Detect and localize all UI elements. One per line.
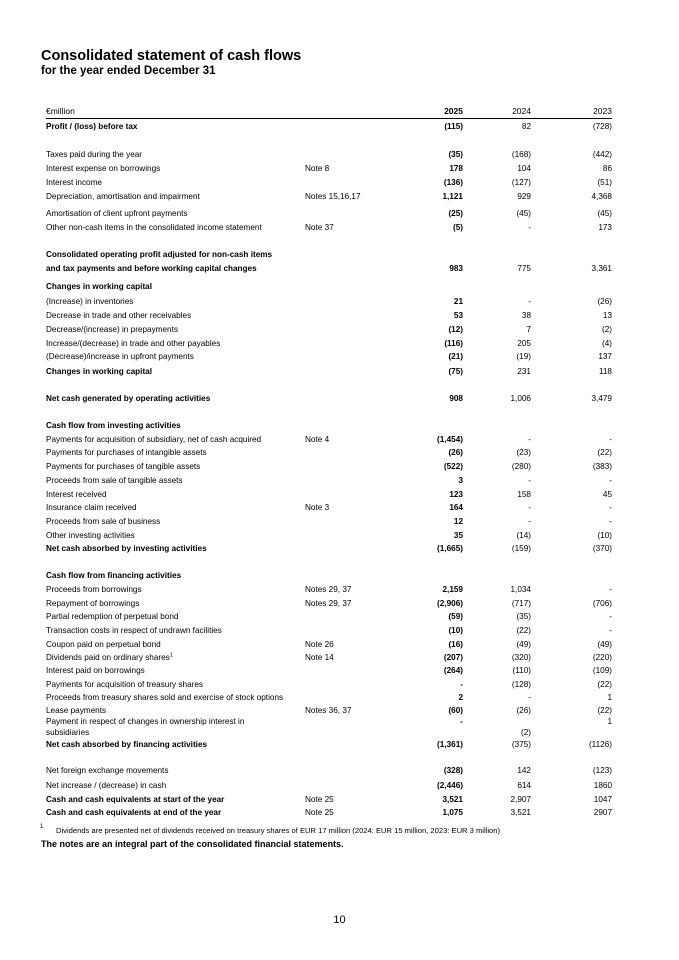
- value-2025: 35: [453, 531, 463, 540]
- value-2025: 123: [449, 490, 463, 499]
- table-row: [46, 794, 612, 806]
- value-2025: 3,521: [442, 795, 463, 804]
- value-2025: (35): [448, 150, 463, 159]
- value-2023: (2): [601, 325, 612, 334]
- table-row: [46, 502, 612, 514]
- table-row: [46, 765, 612, 777]
- value-2024: (717): [511, 599, 531, 608]
- row-label: Other investing activities: [46, 531, 135, 540]
- row-label: Cash and cash equivalents at end of the year: [46, 808, 222, 817]
- table-row: [46, 208, 612, 220]
- table-row: [46, 543, 612, 555]
- row-label: Decrease in trade and other receivables: [46, 311, 192, 320]
- table-row: [46, 516, 612, 528]
- row-label: Depreciation, amortisation and impairment: [46, 192, 200, 201]
- row-label: Proceeds from borrowings: [46, 585, 142, 594]
- value-2023: 86: [602, 164, 612, 173]
- table-row: [46, 461, 612, 473]
- value-2025: (264): [443, 666, 463, 675]
- value-2025: 21: [453, 297, 463, 306]
- value-2023: (22): [597, 706, 612, 715]
- value-2024: (128): [511, 680, 531, 689]
- value-2023: (51): [597, 178, 612, 187]
- value-2025: (522): [443, 462, 463, 471]
- value-2025: (136): [443, 178, 463, 187]
- row-label: Payment in respect of changes in ownership interest in: [46, 717, 245, 726]
- value-2023: (383): [592, 462, 612, 471]
- value-2024: 7: [526, 325, 531, 334]
- table-header: [46, 104, 612, 119]
- value-2023: (26): [597, 297, 612, 306]
- value-2024: (2): [520, 728, 531, 737]
- row-label: Insurance claim received: [46, 503, 137, 512]
- row-note: Note 3: [305, 503, 330, 512]
- row-label: Dividends paid on ordinary shares$^1$: [46, 652, 173, 662]
- row-label: Net cash generated by operating activities: [46, 394, 211, 403]
- value-2023: (45): [597, 209, 612, 218]
- value-2024: 2,907: [510, 795, 531, 804]
- row-label: Repayment of borrowings: [46, 599, 140, 608]
- value-2024: (14): [516, 531, 531, 540]
- value-2025: (1,454): [437, 435, 463, 444]
- value-2025: 1,121: [442, 192, 463, 201]
- page-title: Consolidated statement of cash flows: [41, 48, 302, 64]
- row-label: Payments for purchases of intangible assets: [46, 448, 207, 457]
- value-2024: (159): [511, 544, 531, 553]
- value-2025: 908: [449, 394, 463, 403]
- row-label: Interest paid on borrowings: [46, 666, 145, 675]
- value-2024: (45): [516, 209, 531, 218]
- row-label: Interest income: [46, 178, 102, 187]
- table-row: [46, 324, 612, 336]
- value-2024: -: [528, 693, 531, 702]
- footnote-marker: 1: [40, 824, 44, 830]
- value-2025: 1,075: [442, 808, 463, 817]
- value-2025: -: [460, 717, 463, 726]
- value-2025: 2,159: [442, 585, 463, 594]
- value-2025: (16): [448, 640, 463, 649]
- table-row: [46, 177, 612, 189]
- table-row: [46, 420, 612, 432]
- value-2025: 2: [458, 693, 463, 702]
- table-row: [46, 296, 612, 308]
- value-2023: 1: [607, 717, 612, 726]
- row-note: Note 25: [305, 795, 334, 804]
- row-label: Changes in working capital: [46, 282, 153, 291]
- value-2024: -: [528, 503, 531, 512]
- row-label: Lease payments: [46, 706, 107, 715]
- value-2023: 137: [598, 352, 612, 361]
- value-2023: (123): [592, 766, 612, 775]
- value-2023: 2907: [593, 808, 612, 817]
- table-row: [46, 739, 612, 751]
- value-2024: -: [528, 297, 531, 306]
- value-2025: 983: [449, 264, 463, 273]
- value-2025: (1,665): [437, 544, 463, 553]
- value-2025: (5): [452, 223, 463, 232]
- row-label: Partial redemption of perpetual bond: [46, 612, 179, 621]
- row-label: Net foreign exchange movements: [46, 766, 169, 775]
- row-label: Decrease/(increase) in prepayments: [46, 325, 178, 334]
- value-2024: (375): [511, 740, 531, 749]
- row-note: Note 25: [305, 808, 334, 817]
- footnote-reference: 1: [169, 652, 173, 659]
- value-2024: (19): [516, 352, 531, 361]
- table-row: [46, 222, 612, 234]
- value-2023: (728): [592, 122, 612, 131]
- row-label: subsidiaries: [46, 728, 90, 737]
- row-label: Proceeds from treasury shares sold and exercise of stock options: [46, 693, 284, 702]
- table-row: [46, 489, 612, 501]
- row-note: Notes 15,16,17: [305, 192, 361, 201]
- row-label: Payments for acquisition of subsidiary, net of cash acquired: [46, 435, 262, 444]
- row-label: Increase/(decrease) in trade and other payables: [46, 339, 221, 348]
- value-2023: 3,479: [591, 394, 612, 403]
- value-2025: (2,906): [437, 599, 463, 608]
- row-label: Net increase / (decrease) in cash: [46, 781, 167, 790]
- value-2025: (1,361): [437, 740, 463, 749]
- value-2024: (26): [516, 706, 531, 715]
- notes-statement: The notes are an integral part of the consolidated financial statements.: [41, 839, 344, 849]
- value-2024: 1,006: [510, 394, 531, 403]
- value-2025: (207): [443, 653, 463, 662]
- value-2024: 1,034: [510, 585, 531, 594]
- value-2025: (2,446): [437, 781, 463, 790]
- value-2024: -: [528, 435, 531, 444]
- value-2023: (22): [597, 680, 612, 689]
- year-header-2024: 2024: [512, 106, 531, 116]
- table-row: [46, 665, 612, 677]
- value-2024: (320): [511, 653, 531, 662]
- row-label: Consolidated operating profit adjusted for non-cash items: [46, 250, 273, 259]
- table-row: [46, 807, 612, 819]
- value-2023: 45: [602, 490, 612, 499]
- row-label: Other non-cash items in the consolidated income statement: [46, 223, 262, 232]
- value-2023: 1: [607, 693, 612, 702]
- value-2023: (22): [597, 448, 612, 457]
- value-2025: (116): [444, 339, 463, 348]
- table-row: [46, 625, 612, 637]
- value-2024: (110): [512, 666, 531, 675]
- row-label: Profit / (loss) before tax: [46, 122, 138, 131]
- value-2025: 178: [449, 164, 463, 173]
- row-label: Amortisation of client upfront payments: [46, 209, 188, 218]
- value-2024: (127): [511, 178, 531, 187]
- value-2024: 158: [517, 490, 531, 499]
- row-note: Note 26: [305, 640, 334, 649]
- value-2023: (10): [597, 531, 612, 540]
- unit-label: €million: [46, 106, 75, 116]
- value-2023: (706): [592, 599, 612, 608]
- value-2024: 38: [521, 311, 531, 320]
- row-label: Cash flow from financing activities: [46, 571, 182, 580]
- table-row: [46, 447, 612, 459]
- value-2024: 929: [517, 192, 531, 201]
- row-label: Payments for acquisition of treasury shares: [46, 680, 203, 689]
- row-note: Notes 36, 37: [305, 706, 352, 715]
- row-label: Taxes paid during the year: [46, 150, 143, 159]
- value-2024: -: [528, 517, 531, 526]
- row-label: Transaction costs in respect of undrawn facilities: [46, 626, 222, 635]
- row-label: (Decrease)/increase in upfront payments: [46, 352, 194, 361]
- value-2023: 3,361: [591, 264, 612, 273]
- value-2024: 3,521: [510, 808, 531, 817]
- value-2024: (49): [516, 640, 531, 649]
- value-2025: (60): [448, 706, 463, 715]
- value-2023: 1860: [593, 781, 612, 790]
- value-2024: 82: [521, 122, 531, 131]
- row-label: and tax payments and before working capital changes: [46, 264, 257, 273]
- value-2024: 775: [517, 264, 531, 273]
- table-row: [46, 191, 612, 203]
- value-2023: (4): [601, 339, 612, 348]
- footnote-text: Dividends are presented net of dividends received on treasury shares of EUR 17 million (2024: EUR 15 million, 2023: EUR 3 million): [56, 826, 501, 835]
- table-row: [46, 598, 612, 610]
- page-number: 10: [333, 914, 346, 926]
- value-2024: (35): [516, 612, 531, 621]
- table-row: [46, 780, 612, 792]
- value-2023: -: [609, 626, 612, 635]
- value-2024: (22): [516, 626, 531, 635]
- value-2023: 4,368: [591, 192, 612, 201]
- value-2024: (23): [516, 448, 531, 457]
- table-row: [46, 281, 612, 293]
- table-row: [46, 584, 612, 596]
- row-label: Proceeds from sale of tangible assets: [46, 476, 183, 485]
- value-2025: (10): [448, 626, 463, 635]
- value-2023: 1047: [593, 795, 612, 804]
- table-row: [46, 652, 612, 664]
- value-2024: (168): [511, 150, 531, 159]
- row-label: Payments for purchases of tangible assets: [46, 462, 201, 471]
- value-2025: 53: [453, 311, 463, 320]
- row-label: Net cash absorbed by financing activities: [46, 740, 208, 749]
- table-row: [46, 639, 612, 651]
- value-2025: (12): [448, 325, 463, 334]
- value-2025: 12: [453, 517, 463, 526]
- value-2023: (109): [592, 666, 612, 675]
- value-2024: 205: [517, 339, 531, 348]
- table-row: [46, 351, 612, 363]
- value-2023: -: [609, 476, 612, 485]
- value-2023: -: [609, 435, 612, 444]
- value-2025: (115): [444, 122, 463, 131]
- table-row: [46, 727, 612, 739]
- row-note: Notes 29, 37: [305, 599, 352, 608]
- year-header-2023: 2023: [593, 106, 612, 116]
- value-2025: (21): [448, 352, 463, 361]
- value-2025: (26): [448, 448, 463, 457]
- row-note: Note 4: [305, 435, 330, 444]
- value-2023: (220): [592, 653, 612, 662]
- table-row: [46, 679, 612, 691]
- value-2025: 3: [458, 476, 463, 485]
- value-2024: 231: [517, 367, 531, 376]
- value-2024: 614: [517, 781, 531, 790]
- row-note: Note 37: [305, 223, 334, 232]
- value-2025: (59): [448, 612, 463, 621]
- value-2023: 118: [598, 367, 612, 376]
- value-2024: -: [528, 223, 531, 232]
- table-row: [46, 121, 612, 133]
- row-note: Note 14: [305, 653, 334, 662]
- row-label: Interest expense on borrowings: [46, 164, 161, 173]
- row-label: (Increase) in inventories: [46, 297, 134, 306]
- value-2023: -: [609, 503, 612, 512]
- value-2023: (1126): [588, 740, 612, 749]
- value-2025: (25): [448, 209, 463, 218]
- value-2023: -: [609, 585, 612, 594]
- row-label: Coupon paid on perpetual bond: [46, 640, 161, 649]
- row-label: Cash and cash equivalents at start of the year: [46, 795, 225, 804]
- table-row: [46, 570, 612, 582]
- row-label: Cash flow from investing activities: [46, 421, 181, 430]
- value-2025: 164: [449, 503, 463, 512]
- value-2024: 142: [517, 766, 531, 775]
- row-note: Note 8: [305, 164, 330, 173]
- row-label: Proceeds from sale of business: [46, 517, 161, 526]
- table-row: [46, 611, 612, 623]
- value-2024: (280): [511, 462, 531, 471]
- value-2025: -: [460, 680, 463, 689]
- value-2023: (442): [592, 150, 612, 159]
- row-note: Notes 29, 37: [305, 585, 352, 594]
- value-2023: -: [609, 517, 612, 526]
- table-row: [46, 393, 612, 405]
- table-row: [46, 475, 612, 487]
- row-label: Changes in working capital: [46, 367, 153, 376]
- value-2025: (328): [443, 766, 463, 775]
- table-row: [46, 434, 612, 446]
- table-row: [46, 338, 612, 350]
- table-row: [46, 366, 612, 378]
- table-row: [46, 310, 612, 322]
- page-subtitle: for the year ended December 31: [41, 65, 216, 77]
- table-row: [46, 530, 612, 542]
- row-label: Net cash absorbed by investing activities: [46, 544, 207, 553]
- row-label: Interest received: [46, 490, 107, 499]
- year-header-2025: 2025: [444, 106, 463, 116]
- value-2024: 104: [517, 164, 531, 173]
- table-row: [46, 692, 612, 704]
- value-2025: (75): [448, 367, 463, 376]
- value-2024: -: [528, 476, 531, 485]
- value-2023: 13: [602, 311, 612, 320]
- table-row: [46, 249, 612, 261]
- value-2023: -: [609, 612, 612, 621]
- value-2023: (49): [597, 640, 612, 649]
- table-row: [46, 149, 612, 161]
- value-2023: 173: [598, 223, 612, 232]
- value-2023: (370): [592, 544, 612, 553]
- table-row: [46, 263, 612, 275]
- table-row: [46, 163, 612, 175]
